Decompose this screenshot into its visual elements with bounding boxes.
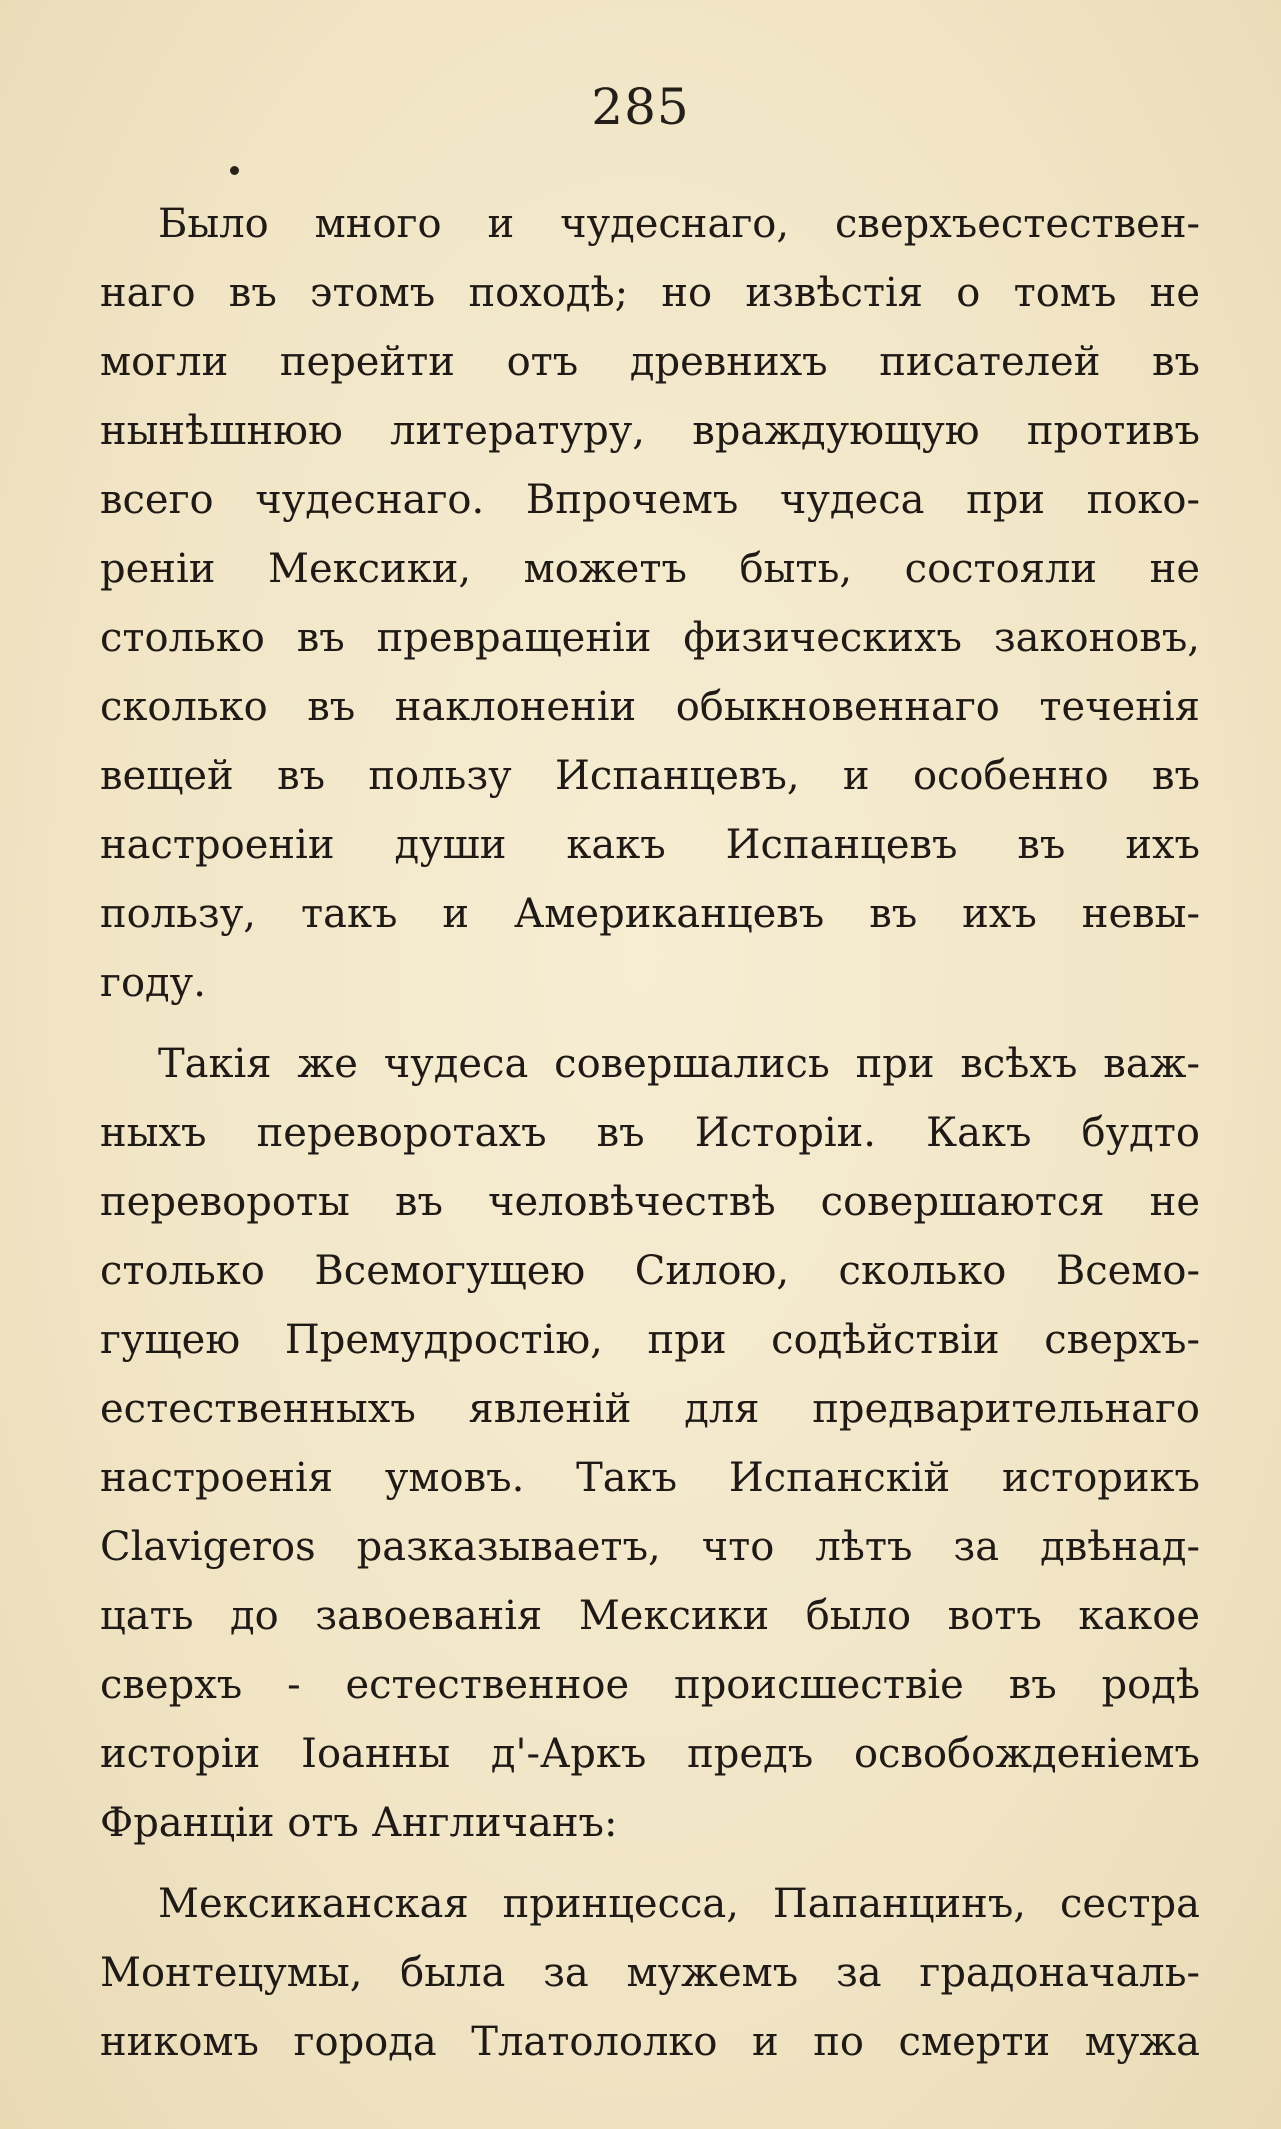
- page-number: 285: [591, 78, 690, 136]
- text-line: столько въ превращеніи физическихъ законовъ,: [100, 615, 1200, 661]
- text-line: Мексиканская принцесса, Папанцинъ, сестра: [158, 1881, 1200, 1927]
- text-line: Было много и чудеснаго, сверхъестествен-: [158, 201, 1200, 247]
- text-line: реніи Мексики, можетъ быть, состояли не: [100, 546, 1200, 592]
- text-line: никомъ города Тлатололко и по смерти мужа: [100, 2019, 1200, 2065]
- text-line: цать до завоеванія Мексики было вотъ какое: [100, 1593, 1200, 1639]
- paragraph-2: [100, 1030, 1200, 1858]
- text-line: гущею Премудростію, при содѣйствіи сверхъ-: [100, 1317, 1200, 1363]
- text-line: вещей въ пользу Испанцевъ, и особенно въ: [100, 753, 1200, 799]
- text-line: наго въ этомъ походѣ; но извѣстія о томъ не: [100, 270, 1200, 316]
- text-line: исторіи Іоанны д'-Аркъ предъ освобожденіемъ: [100, 1731, 1200, 1777]
- text-line: настроенія умовъ. Такъ Испанскій историкъ: [100, 1455, 1200, 1501]
- text-line: естественныхъ явленій для предварительнаго: [100, 1386, 1200, 1432]
- text-line: Монтецумы, была за мужемъ за градоначаль-: [100, 1950, 1200, 1996]
- text-line: году.: [100, 960, 206, 1006]
- text-line: столько Всемогущею Силою, сколько Всемо-: [100, 1248, 1200, 1294]
- paragraph-3: [100, 1870, 1200, 2077]
- text-line: Такія же чудеса совершались при всѣхъ важ-: [158, 1041, 1200, 1087]
- text-line: Clavigeros разказываетъ, что лѣтъ за двѣнад-: [100, 1524, 1200, 1570]
- paragraph-1: [100, 190, 1200, 1018]
- ink-speck: [230, 166, 239, 175]
- text-line: могли перейти отъ древнихъ писателей въ: [100, 339, 1200, 385]
- text-line: нынѣшнюю литературу, враждующую противъ: [100, 408, 1200, 454]
- text-line: перевороты въ человѣчествѣ совершаются не: [100, 1179, 1200, 1225]
- text-line: настроеніи души какъ Испанцевъ въ ихъ: [100, 822, 1200, 868]
- text-line: всего чудеснаго. Впрочемъ чудеса при поко-: [100, 477, 1200, 523]
- body-text: [100, 190, 1200, 2077]
- text-line: Франціи отъ Англичанъ:: [100, 1800, 618, 1846]
- text-line: пользу, такъ и Американцевъ въ ихъ невы-: [100, 891, 1200, 937]
- text-line: сколько въ наклоненіи обыкновеннаго теченія: [100, 684, 1200, 730]
- text-line: сверхъ - естественное происшествіе въ родѣ: [100, 1662, 1200, 1708]
- text-line: ныхъ переворотахъ въ Исторіи. Какъ будто: [100, 1110, 1200, 1156]
